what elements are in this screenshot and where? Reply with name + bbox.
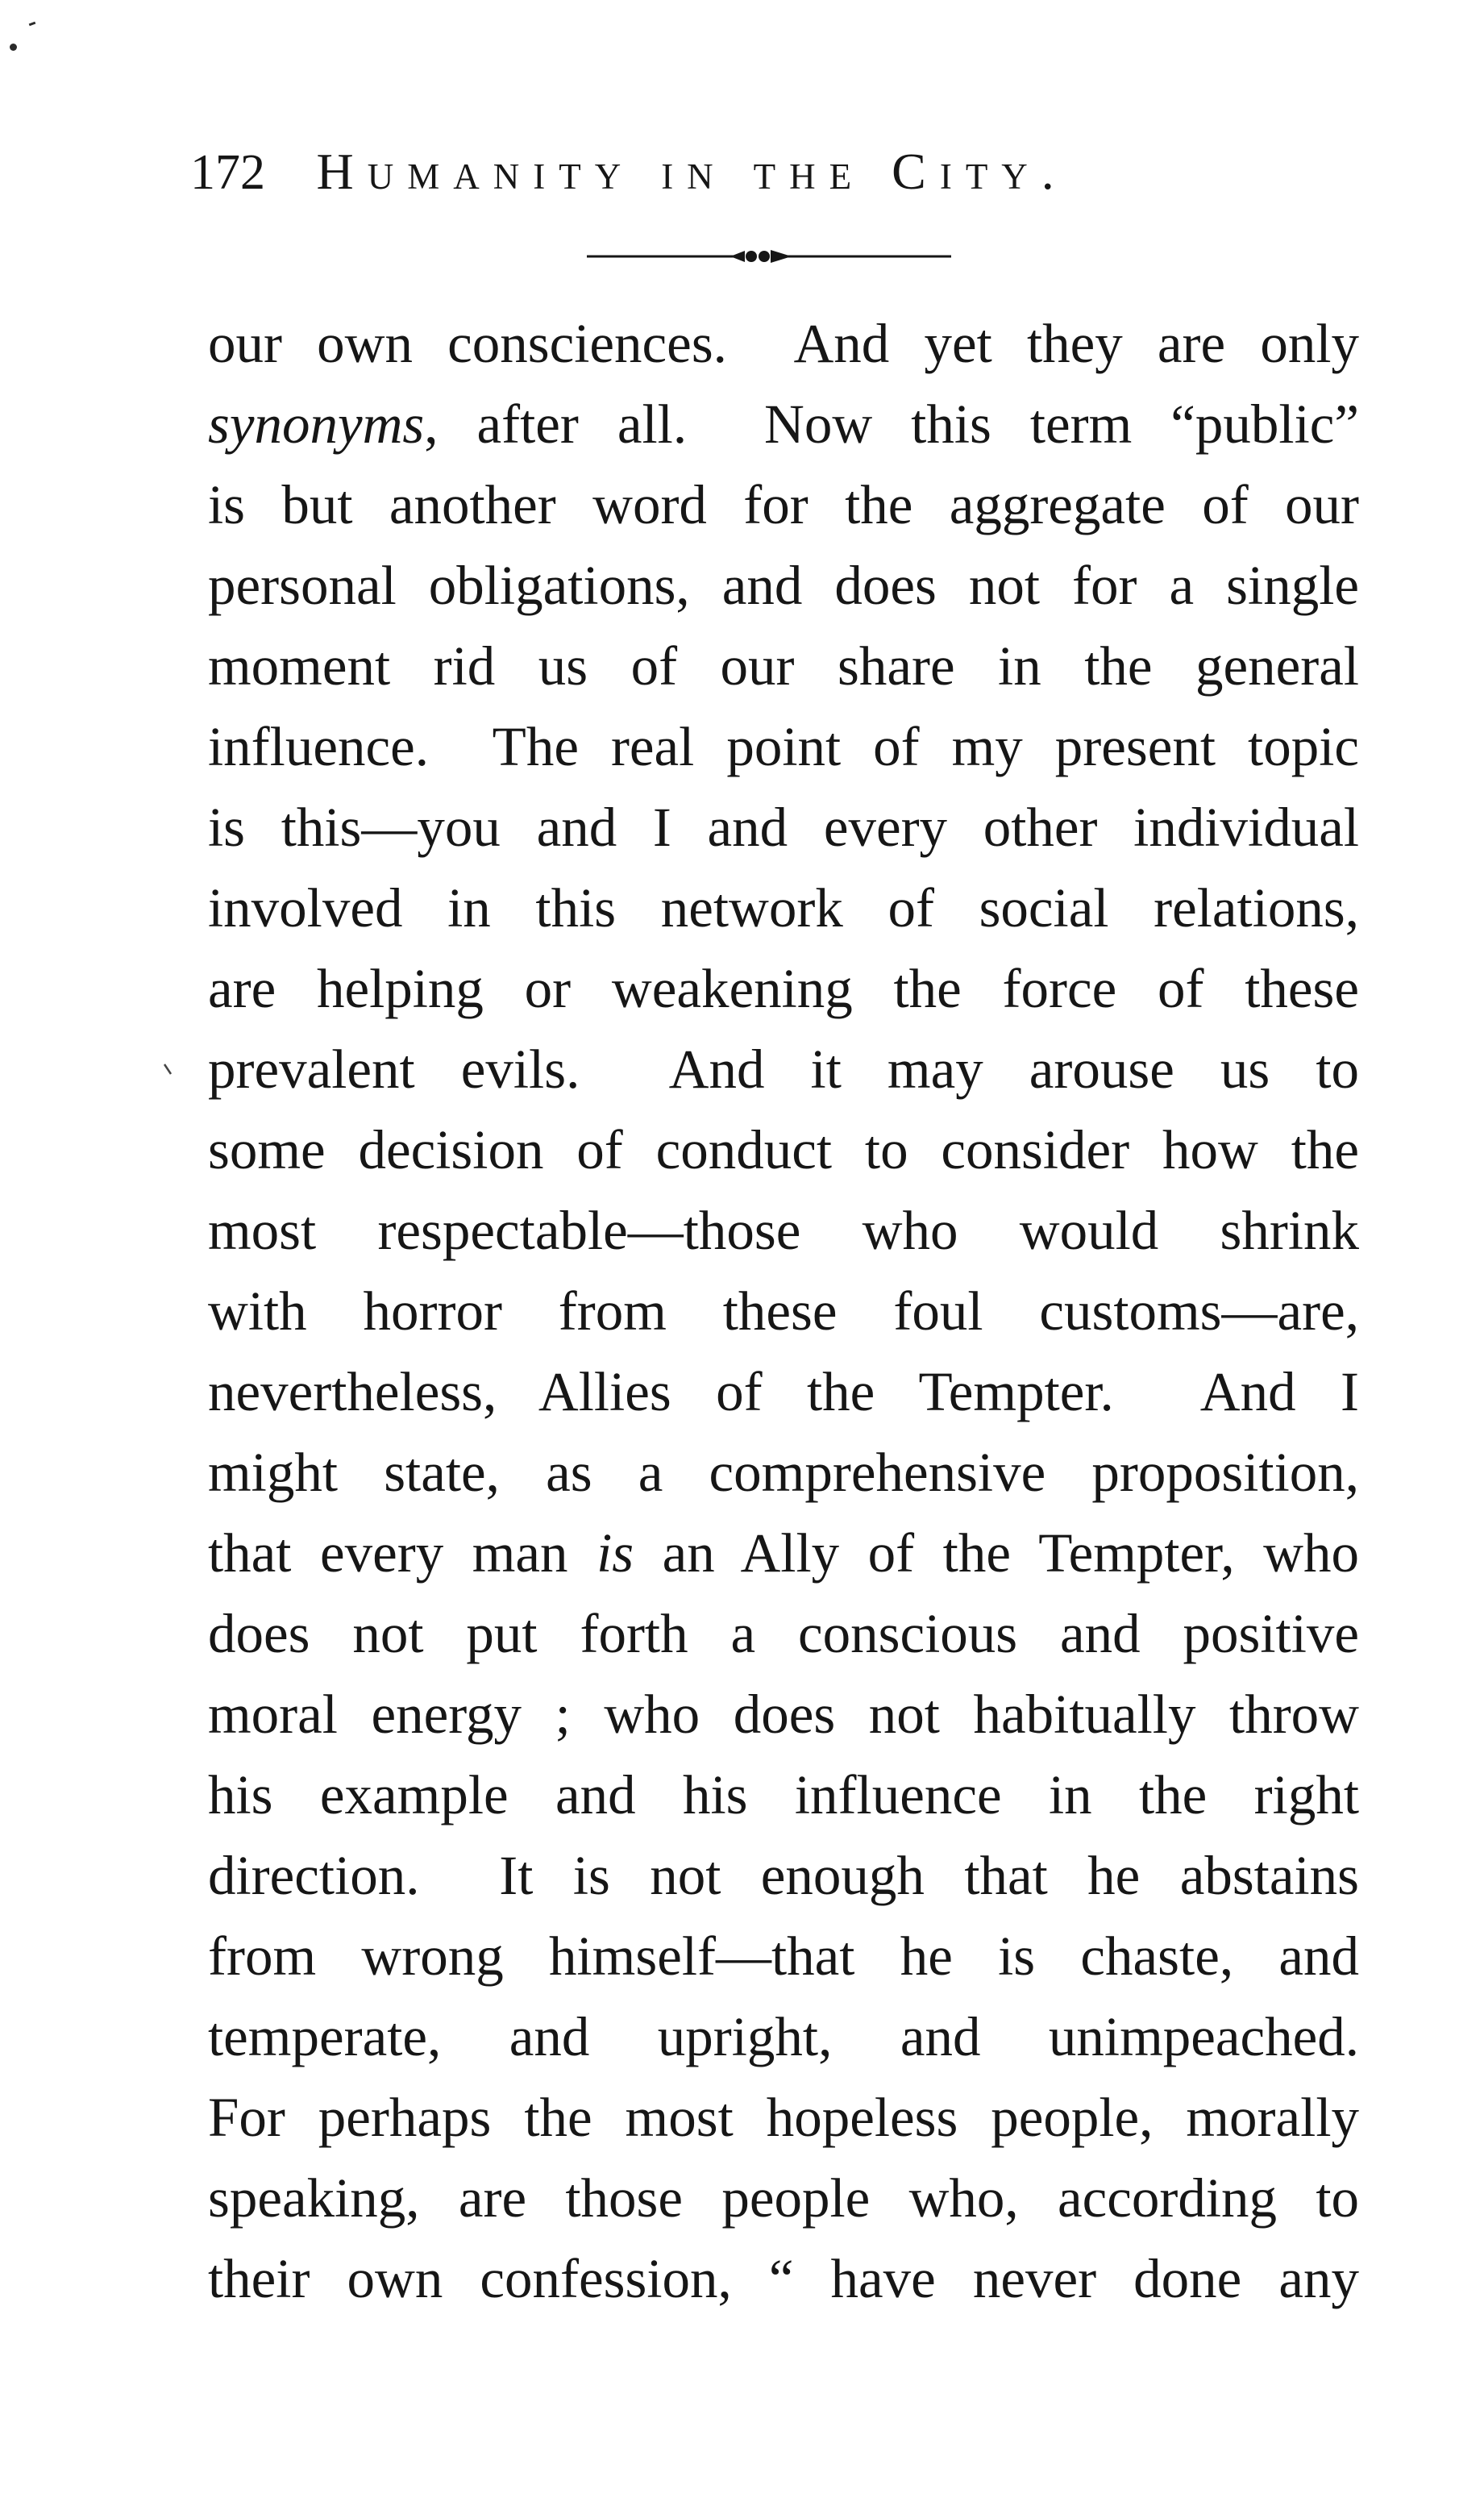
text-line — [208, 706, 1359, 787]
text-segment: involved in this network of social relations, — [208, 877, 1359, 939]
text-segment: influence. The real point of my present topic — [208, 716, 1359, 777]
scan-speck-icon — [8, 19, 37, 52]
running-header — [190, 135, 1238, 208]
text-segment: is this—you and I and every other individual — [208, 797, 1359, 858]
text-segment: with horror from these foul customs—are, — [208, 1280, 1359, 1342]
italic-word: is — [597, 1522, 634, 1584]
text-line — [208, 1916, 1359, 1996]
text-segment: moral energy ; who does not habitually throw — [208, 1684, 1359, 1745]
text-line — [208, 1432, 1359, 1513]
text-segment: speaking, are those people who, according to — [208, 2167, 1359, 2229]
rule-with-diamond-ornament-icon — [587, 240, 958, 273]
text-segment: an Ally of the Tempter, who — [634, 1522, 1359, 1584]
text-line — [208, 1835, 1359, 1916]
text-line — [208, 384, 1359, 464]
text-line — [208, 1674, 1359, 1755]
text-segment: , after all. Now this term “public” — [424, 393, 1359, 455]
text-line — [208, 1029, 1359, 1109]
page-number: 172 — [190, 145, 265, 200]
text-line — [208, 787, 1359, 868]
text-segment: our own consciences. And yet they are only — [208, 313, 1359, 374]
text-line — [208, 1513, 1359, 1593]
text-line — [208, 2238, 1359, 2319]
text-line — [208, 1271, 1359, 1351]
text-segment: For perhaps the most hopeless people, morally — [208, 2087, 1359, 2148]
text-line — [208, 1593, 1359, 1674]
text-segment: his example and his influence in the right — [208, 1764, 1359, 1825]
text-segment: temperate, and upright, and unimpeached. — [208, 2006, 1359, 2067]
text-segment: most respectable—those who would shrink — [208, 1200, 1359, 1261]
body-text — [208, 303, 1359, 2319]
text-segment: does not put forth a conscious and positive — [208, 1603, 1359, 1664]
text-line — [208, 2077, 1359, 2158]
text-segment: that every man — [208, 1522, 597, 1584]
text-line — [208, 303, 1359, 384]
text-segment: is but another word for the aggregate of our — [208, 474, 1359, 535]
italic-word: synonyms — [208, 393, 425, 455]
margin-tick-mark-icon — [161, 1063, 177, 1079]
text-segment: might state, as a comprehensive proposition, — [208, 1442, 1359, 1503]
text-line — [208, 1109, 1359, 1190]
text-line — [208, 1190, 1359, 1271]
running-title: Humanity in the City. — [316, 143, 1068, 200]
text-line — [208, 2158, 1359, 2238]
text-line — [208, 545, 1359, 626]
text-segment: direction. It is not enough that he abstains — [208, 1845, 1359, 1906]
text-line — [208, 948, 1359, 1029]
text-line — [208, 1996, 1359, 2077]
text-line — [208, 868, 1359, 948]
text-segment: personal obligations, and does not for a single — [208, 555, 1359, 616]
text-segment: their own confession, “ have never done any — [208, 2248, 1359, 2309]
text-line — [208, 1755, 1359, 1835]
text-segment: are helping or weakening the force of these — [208, 958, 1359, 1019]
text-segment: prevalent evils. And it may arouse us to — [208, 1039, 1359, 1100]
text-line — [208, 626, 1359, 706]
text-segment: moment rid us of our share in the general — [208, 635, 1359, 697]
text-segment: nevertheless, Allies of the Tempter. And I — [208, 1361, 1359, 1422]
text-line — [208, 1351, 1359, 1432]
text-line — [208, 464, 1359, 545]
text-segment: from wrong himself—that he is chaste, and — [208, 1925, 1359, 1987]
text-segment: some decision of conduct to consider how the — [208, 1119, 1359, 1180]
